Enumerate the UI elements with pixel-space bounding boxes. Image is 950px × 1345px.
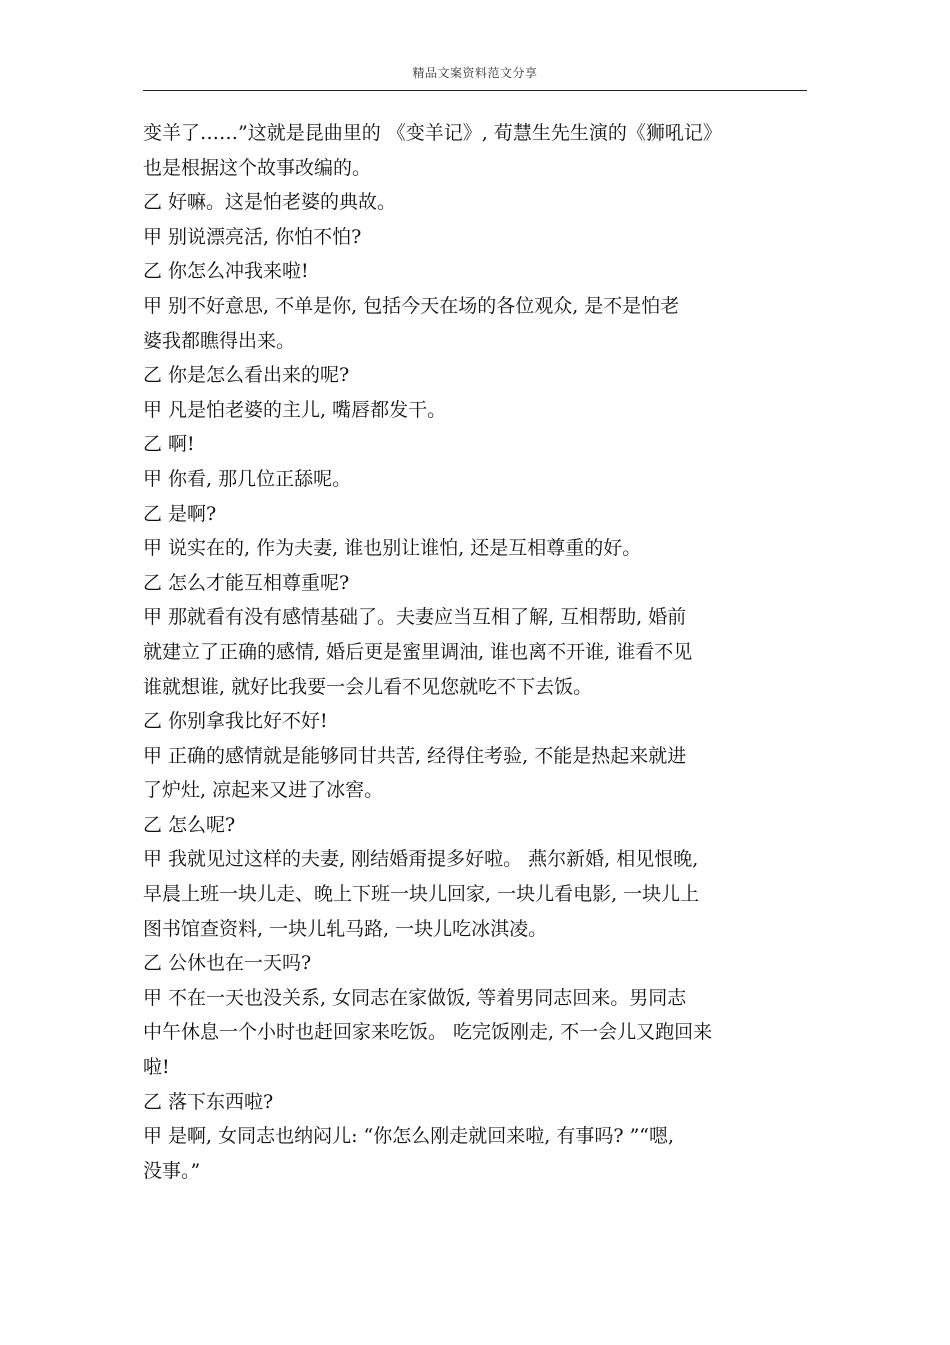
text-line: 甲 正确的感情就是能够同甘共苦, 经得住考验, 不能是热起来就进 bbox=[143, 744, 687, 767]
text-line: 也是根据这个故事改编的。 bbox=[143, 156, 372, 179]
text-line: 甲 是啊, 女同志也纳闷儿: “你怎么刚走就回来啦, 有事吗? ”“嗯, bbox=[143, 1125, 675, 1148]
text-line: 变羊了……”这就是昆曲里的 《变羊记》, 荀慧生先生演的《狮吼记》 bbox=[143, 122, 722, 144]
text-line: 早晨上班一块儿走、晚上下班一块儿回家, 一块儿看电影, 一块儿上 bbox=[143, 883, 700, 906]
text-line: 就建立了正确的感情, 婚后更是蜜里调油, 谁也离不开谁, 谁看不见 bbox=[143, 640, 693, 663]
text-line: 乙 落下东西啦? bbox=[143, 1090, 274, 1113]
body-text bbox=[143, 116, 803, 1188]
text-line: 啦! bbox=[143, 1056, 170, 1079]
text-line: 谁就想谁, 就好比我要一会儿看不见您就吃不下去饭。 bbox=[143, 675, 593, 698]
text-line: 乙 怎么呢? bbox=[143, 813, 236, 836]
text-line: 甲 别说漂亮活, 你怕不怕? bbox=[143, 225, 362, 248]
text-line: 没事。” bbox=[143, 1159, 201, 1182]
text-line: 乙 是啊? bbox=[143, 502, 217, 525]
text-line: 图书馆查资料, 一块儿轧马路, 一块儿吃冰淇凌。 bbox=[143, 917, 548, 940]
text-line: 乙 你是怎么看出来的呢? bbox=[143, 364, 350, 387]
text-line: 中午休息一个小时也赶回家来吃饭。 吃完饭刚走, 不一会儿又跑回来 bbox=[143, 1021, 713, 1044]
text-line: 甲 你看, 那几位正舔呢。 bbox=[143, 467, 352, 490]
text-line: 甲 别不好意思, 不单是你, 包括今天在场的各位观众, 是不是怕老 bbox=[143, 294, 680, 317]
text-line: 婆我都瞧得出来。 bbox=[143, 329, 296, 352]
text-line: 乙 公休也在一天吗? bbox=[143, 952, 312, 975]
text-line: 乙 你别拿我比好不好! bbox=[143, 710, 328, 733]
text-line: 乙 怎么才能互相尊重呢? bbox=[143, 571, 350, 594]
text-line: 乙 好嘛。这是怕老婆的典故。 bbox=[143, 191, 397, 214]
text-line: 甲 我就见过这样的夫妻, 刚结婚甭提多好啦。 燕尔新婚, 相见恨晚, bbox=[143, 848, 699, 871]
page-header: 精品文案资料范文分享 bbox=[412, 66, 538, 80]
text-line: 甲 凡是怕老婆的主儿, 嘴唇都发干。 bbox=[143, 398, 447, 421]
text-line: 甲 说实在的, 作为夫妻, 谁也别让谁怕, 还是互相尊重的好。 bbox=[143, 537, 642, 560]
text-line: 了炉灶, 凉起来又进了冰窖。 bbox=[143, 779, 384, 802]
text-line: 甲 那就看有没有感情基础了。夫妻应当互相了解, 互相帮助, 婚前 bbox=[143, 606, 687, 629]
text-line: 乙 你怎么冲我来啦! bbox=[143, 260, 309, 283]
header-divider bbox=[143, 90, 807, 91]
text-line: 甲 不在一天也没关系, 女同志在家做饭, 等着男同志回来。男同志 bbox=[143, 986, 687, 1009]
text-line: 乙 啊! bbox=[143, 433, 195, 456]
